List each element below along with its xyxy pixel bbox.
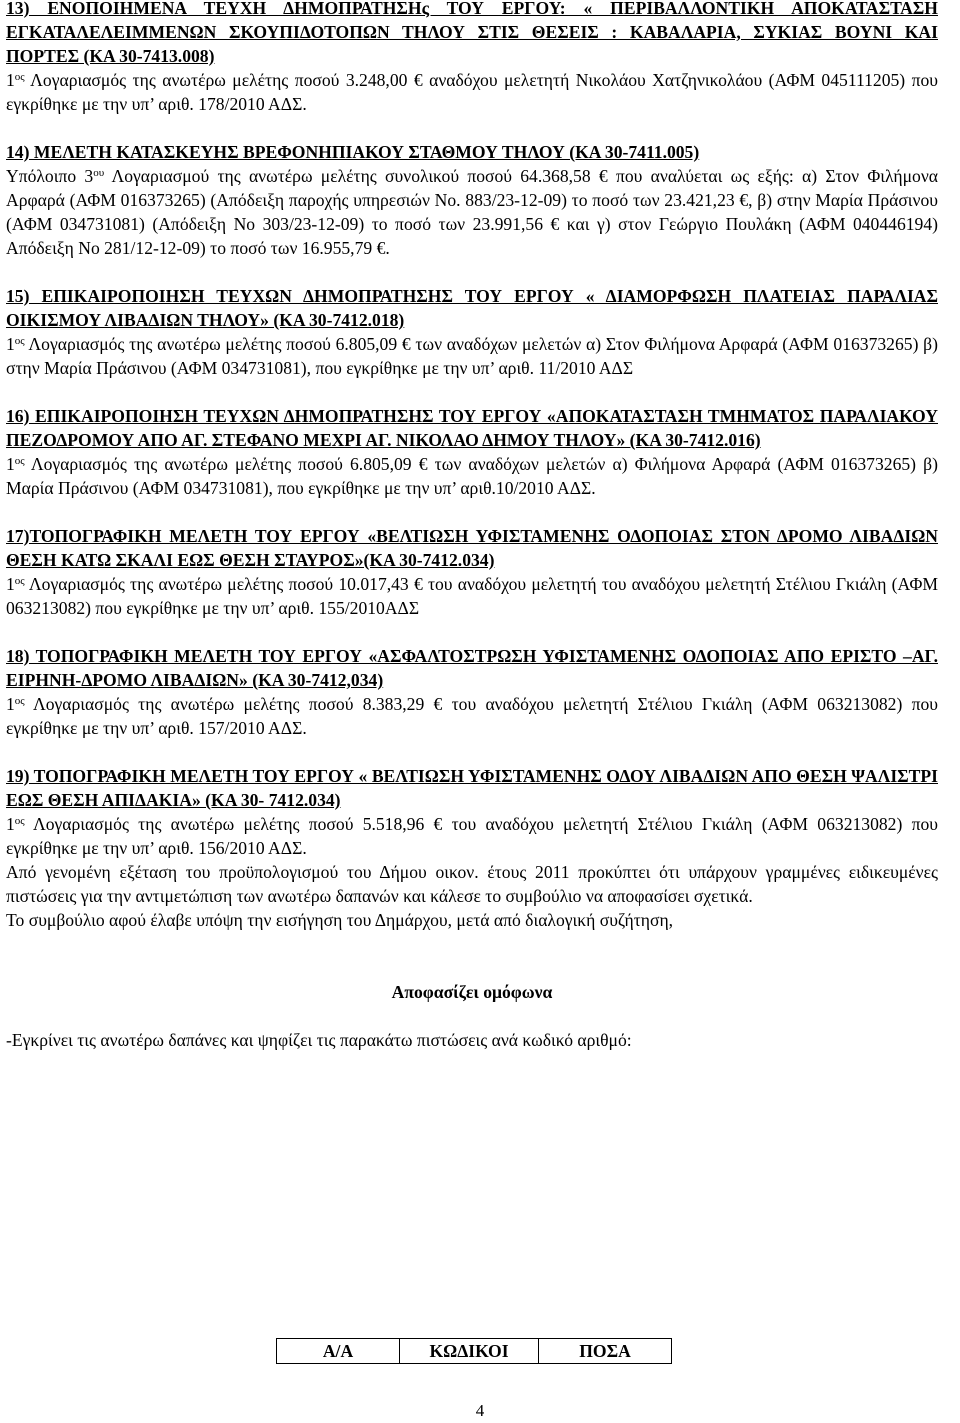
- section-13-body: $1^{o\varsigma}$ Λογαριασμός της ανωτέρω μελέτης ποσού 3.248,00 € αναδόχου μελετητή Νικολάου Χατζηνικολάου (ΑΦΜ 045111205) που εγκρίθηκε με την υπ’ αριθ. 178/2010 ΑΔΣ.: [6, 70, 938, 114]
- col-header-aa: Α/Α: [277, 1339, 400, 1364]
- col-header-amounts: ΠΟΣΑ: [539, 1339, 672, 1364]
- section-17-body: $1^{o\varsigma}$ Λογαριασμός της ανωτέρω μελέτης ποσού 10.017,43 € του αναδόχου μελετητή του αναδόχου μελετητή Στέλιου Γκιάλη (ΑΦΜ 063213082) που εγκρίθηκε με την υπ’ αριθ. 155/2010ΑΔΣ: [6, 574, 938, 618]
- table-header-row: [277, 1339, 672, 1364]
- section-13-heading: 13) ΕΝΟΠΟΙΗΜΕΝΑ ΤΕΥΧΗ ΔΗΜΟΠΡΑΤΗΣΗς ΤΟΥ ΕΡΓΟΥ: « ΠΕΡΙΒΑΛΛΟΝΤΙΚΗ ΑΠΟΚΑΤΑΣΤΑΣΗ ΕΓΚΑΤΑΛΕΛΕΙΜΜΕΝΩΝ ΣΚΟΥΠΙΔΟΤΟΠΩΝ ΤΗΛΟΥ ΣΤΙΣ ΘΕΣΕΙΣ : ΚΑΒΑΛΑΡΙΑ, ΣΥΚΙΑΣ ΒΟΥΝΙ ΚΑΙ ΠΟΡΤΕΣ (ΚΑ 30-7413.008): [6, 0, 938, 66]
- closing-paragraph-1: Από γενομένη εξέταση του προϋπολογισμού του Δήμου οικον. έτους 2011 προκύπτει ότι υπάρχουν γραμμένες ειδικευμένες πιστώσεις για την αντιμετώπιση των ανωτέρω δαπανών και κάλεσε το συμβούλιο να αποφασίσει σχετικά.: [6, 862, 938, 906]
- section-14-body: Υπόλοιπο $3^{o\upsilon}$ Λογαριασμού της ανωτέρω μελέτης συνολικού ποσού 64.368,58 € που αναλύεται ως εξής: α) Στον Φιλήμονα Αρφαρά (ΑΦΜ 016373265) (Απόδειξη παροχής υπηρεσιών Νο. 883/23-12-09) το ποσό των 23.421,23 €, β) στην Μαρία Πράσινου (ΑΦΜ 034731081) (Απόδειξη Νο 303/23-12-09) το ποσό των 23.991,56 € και γ) στον Γεώργιο Πουλάκη (ΑΦΜ 040446194) Απόδειξη Νο 281/12-12-09) το ποσό των 16.955,79 €.: [6, 166, 938, 258]
- section-16-body: $1^{o\varsigma}$ Λογαριασμός της ανωτέρω μελέτης ποσού 6.805,09 € των αναδόχων μελετών α) Φιλήμονα Αρφαρά (ΑΦΜ 016373265) β) Μαρία Πράσινου (ΑΦΜ 034731081), που εγκρίθηκε με την υπ’ αριθ.10/2010 ΑΔΣ.: [6, 454, 938, 498]
- closing-paragraph-2: Το συμβούλιο αφού έλαβε υπόψη την εισήγηση του Δημάρχου, μετά από διαλογική συζήτηση,: [6, 910, 674, 930]
- section-18-heading: 18) ΤΟΠΟΓΡΑΦΙΚΗ ΜΕΛΕΤΗ ΤΟΥ ΕΡΓΟΥ «ΑΣΦΑΛΤΟΣΤΡΩΣΗ ΥΦΙΣΤΑΜΕΝΗΣ ΟΔΟΠΟΙΑΣ ΑΠΟ ΕΡΙΣΤΟ –ΑΓ. ΕΙΡΗΝΗ-ΔΡΟΜΟ ΛΙΒΑΔΙΩΝ» (ΚΑ 30-7412,034): [6, 646, 938, 690]
- section-19-heading: 19) ΤΟΠΟΓΡΑΦΙΚΗ ΜΕΛΕΤΗ ΤΟΥ ΕΡΓΟΥ « ΒΕΛΤΙΩΣΗ ΥΦΙΣΤΑΜΕΝΗΣ ΟΔΟΥ ΛΙΒΑΔΙΩΝ ΑΠΟ ΘΕΣΗ ΨΑΛΙΣΤΡΙ ΕΩΣ ΘΕΣΗ ΑΠΙΔΑΚΙΑ» (ΚΑ 30- 7412.034): [6, 766, 938, 810]
- col-header-codes: ΚΩΔΙΚΟΙ: [400, 1339, 539, 1364]
- section-16-heading: 16) ΕΠΙΚΑΙΡΟΠΟΙΗΣΗ ΤΕΥΧΩΝ ΔΗΜΟΠΡΑΤΗΣΗΣ ΤΟΥ ΕΡΓΟΥ «ΑΠΟΚΑΤΑΣΤΑΣΗ ΤΜΗΜΑΤΟΣ ΠΑΡΑΛΙΑΚΟΥ ΠΕΖΟΔΡΟΜΟΥ ΑΠΟ ΑΓ. ΣΤΕΦΑΝΟ ΜΕΧΡΙ ΑΓ. ΝΙΚΟΛΑΟ ΔΗΜΟΥ ΤΗΛΟΥ» (ΚΑ 30-7412.016): [6, 406, 938, 450]
- credits-table: [276, 1338, 672, 1364]
- approval-text: -Εγκρίνει τις ανωτέρω δαπάνες και ψηφίζει τις παρακάτω πιστώσεις ανά κωδικό αριθμό:: [6, 1030, 632, 1050]
- section-15-heading: 15) ΕΠΙΚΑΙΡΟΠΟΙΗΣΗ ΤΕΥΧΩΝ ΔΗΜΟΠΡΑΤΗΣΗΣ ΤΟΥ ΕΡΓΟΥ « ΔΙΑΜΟΡΦΩΣΗ ΠΛΑΤΕΙΑΣ ΠΑΡΑΛΙΑΣ ΟΙΚΙΣΜΟΥ ΛΙΒΑΔΙΩΝ ΤΗΛΟΥ» (ΚΑ 30-7412.018): [6, 286, 938, 330]
- section-19-body: $1^{o\varsigma}$ Λογαριασμός της ανωτέρω μελέτης ποσού 5.518,96 € του αναδόχου μελετητή Στέλιου Γκιάλη (ΑΦΜ 063213082) που εγκρίθηκε με την υπ’ αριθ. 156/2010 ΑΔΣ.: [6, 814, 938, 858]
- page-number: 4: [475, 1401, 485, 1420]
- section-17-heading: 17)ΤΟΠΟΓΡΑΦΙΚΗ ΜΕΛΕΤΗ ΤΟΥ ΕΡΓΟΥ «ΒΕΛΤΙΩΣΗ ΥΦΙΣΤΑΜΕΝΗΣ ΟΔΟΠΟΙΑΣ ΣΤΟΝ ΔΡΟΜΟ ΛΙΒΑΔΙΩΝ ΘΕΣΗ ΚΑΤΩ ΣΚΑΛΙ ΕΩΣ ΘΕΣΗ ΣΤΑΥΡΟΣ»(ΚΑ 30-7412.034): [6, 526, 938, 570]
- section-15-body: $1^{o\varsigma}$ Λογαριασμός της ανωτέρω μελέτης ποσού 6.805,09 € των αναδόχων μελετών α) Στον Φιλήμονα Αρφαρά (ΑΦΜ 016373265) β) στην Μαρία Πράσινου (ΑΦΜ 034731081), που εγκρίθηκε με την υπ’ αριθ. 11/2010 ΑΔΣ: [6, 334, 938, 378]
- document-page: [6, 0, 938, 1052]
- section-18-body: $1^{o\varsigma}$ Λογαριασμός της ανωτέρω μελέτης ποσού 8.383,29 € του αναδόχου μελετητή Στέλιου Γκιάλη (ΑΦΜ 063213082) που εγκρίθηκε με την υπ’ αριθ. 157/2010 ΑΔΣ.: [6, 694, 938, 738]
- section-14-heading: 14) ΜΕΛΕΤΗ ΚΑΤΑΣΚΕΥΗΣ ΒΡΕΦΟΝΗΠΙΑΚΟΥ ΣΤΑΘΜΟΥ ΤΗΛΟΥ (ΚΑ 30-7411.005): [6, 142, 700, 162]
- decision-title: Αποφασίζει ομόφωνα: [391, 982, 553, 1002]
